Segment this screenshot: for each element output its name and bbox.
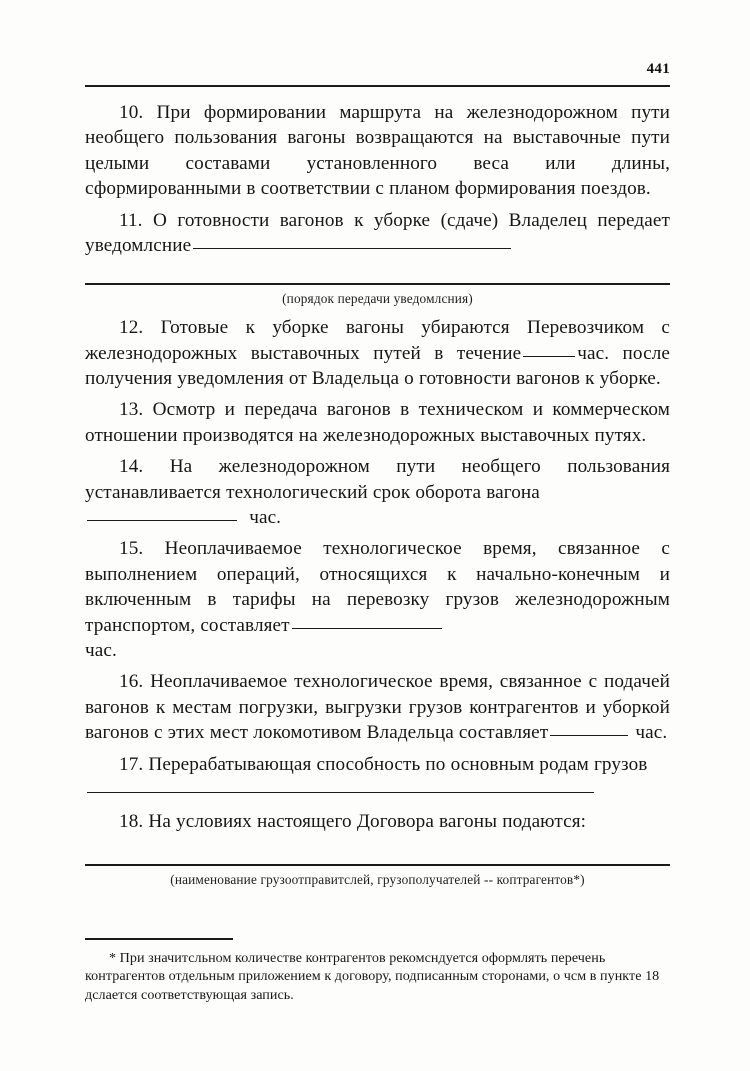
clause-15-text-b: час.: [85, 640, 117, 661]
clause-12-text-a: 12. Готовые к уборке вагоны убираются Перевозчиком с железнодорожных выставочных путей в течение: [85, 317, 670, 364]
clause-15-text-a: 15. Неоплачиваемое технологическое время, связанное с выполнением операций, относящихся к начально-конечным и включенным в тарифы на перевозку грузов железнодорожным транспортом, составляет: [85, 538, 670, 636]
clause-14-hours-line: [85, 505, 670, 530]
clause-15: [85, 536, 670, 638]
header-divider-rule: [85, 85, 670, 87]
clause-18: 18. На условиях настоящего Договора вагоны подаются:: [119, 811, 587, 833]
clause-16: [85, 669, 670, 745]
clause-14-text-a: 14. На железнодорожном пути необщего пользования устанавливается технологический срок оборота вагона: [85, 456, 670, 503]
clause-11-caption: (порядок передачи уведомлсния): [282, 291, 473, 307]
clause-12-hours-blank[interactable]: [523, 356, 575, 357]
text-column: [85, 100, 670, 888]
clause-18-fill-rule[interactable]: [85, 864, 670, 866]
clause-17: [85, 752, 670, 777]
page-header: [85, 62, 670, 87]
page-number: 441: [646, 61, 670, 77]
clause-15-hours-line: [85, 638, 670, 663]
footnote-separator-rule: [85, 938, 233, 940]
clause-11-fill-blank[interactable]: [193, 248, 511, 249]
clause-17-fill-line: [85, 777, 670, 802]
clause-12-text-b: час. после получения уведомления от Владельца о готовности вагонов к уборке.: [85, 342, 670, 389]
clause-14-hours-blank[interactable]: [87, 520, 237, 521]
clause-15-hours-blank[interactable]: [292, 628, 442, 629]
clause-17-fill-blank[interactable]: [87, 792, 594, 793]
footnote-block: [85, 938, 670, 1004]
clause-16-text-a: 16. Неоплачиваемое технологическое время, связанное с подачей вагонов к местам погрузки, выгрузки грузов контрагентов и уборкой вагонов с этих мест локомотивом Владельца составляет: [85, 671, 670, 744]
clause-16-text-b: час.: [635, 722, 668, 744]
clause-17-text: 17. Перерабатывающая способность по основным родам грузов: [119, 753, 648, 775]
clause-18-caption: (наименование грузоотправитслей, грузополучателей -- коптрагентов*): [170, 871, 585, 887]
clause-12: [85, 315, 670, 391]
clause-10: 10. При формировании маршрута на железнодорожном пути необщего пользования вагоны возвращаются на выставочные пути целыми составами установленного веса или длины, сформированными в соответствии с планом формирования поездов.: [85, 102, 670, 200]
clause-11: [85, 208, 670, 259]
clause-13: 13. Осмотр и передача вагонов в техническом и коммерческом отношении производятся на железнодорожных выставочных путях.: [85, 399, 670, 446]
clause-11-text: 11. О готовности вагонов к уборке (сдаче) Владелец передает уведомлсние: [85, 209, 670, 257]
clause-14: [85, 454, 670, 505]
footnote-text: * При значитсльном количестве контрагентов рекомсндуется оформлять перечень контрагентов отдельным приложением к договору, подписанным сторонами, о чсм в пункте 18 дслается соответствующая запись.: [85, 949, 660, 1003]
clause-11-fill-rule[interactable]: [85, 283, 670, 285]
clause-14-text-b: час.: [249, 506, 282, 528]
clause-16-hours-blank[interactable]: [550, 735, 628, 736]
